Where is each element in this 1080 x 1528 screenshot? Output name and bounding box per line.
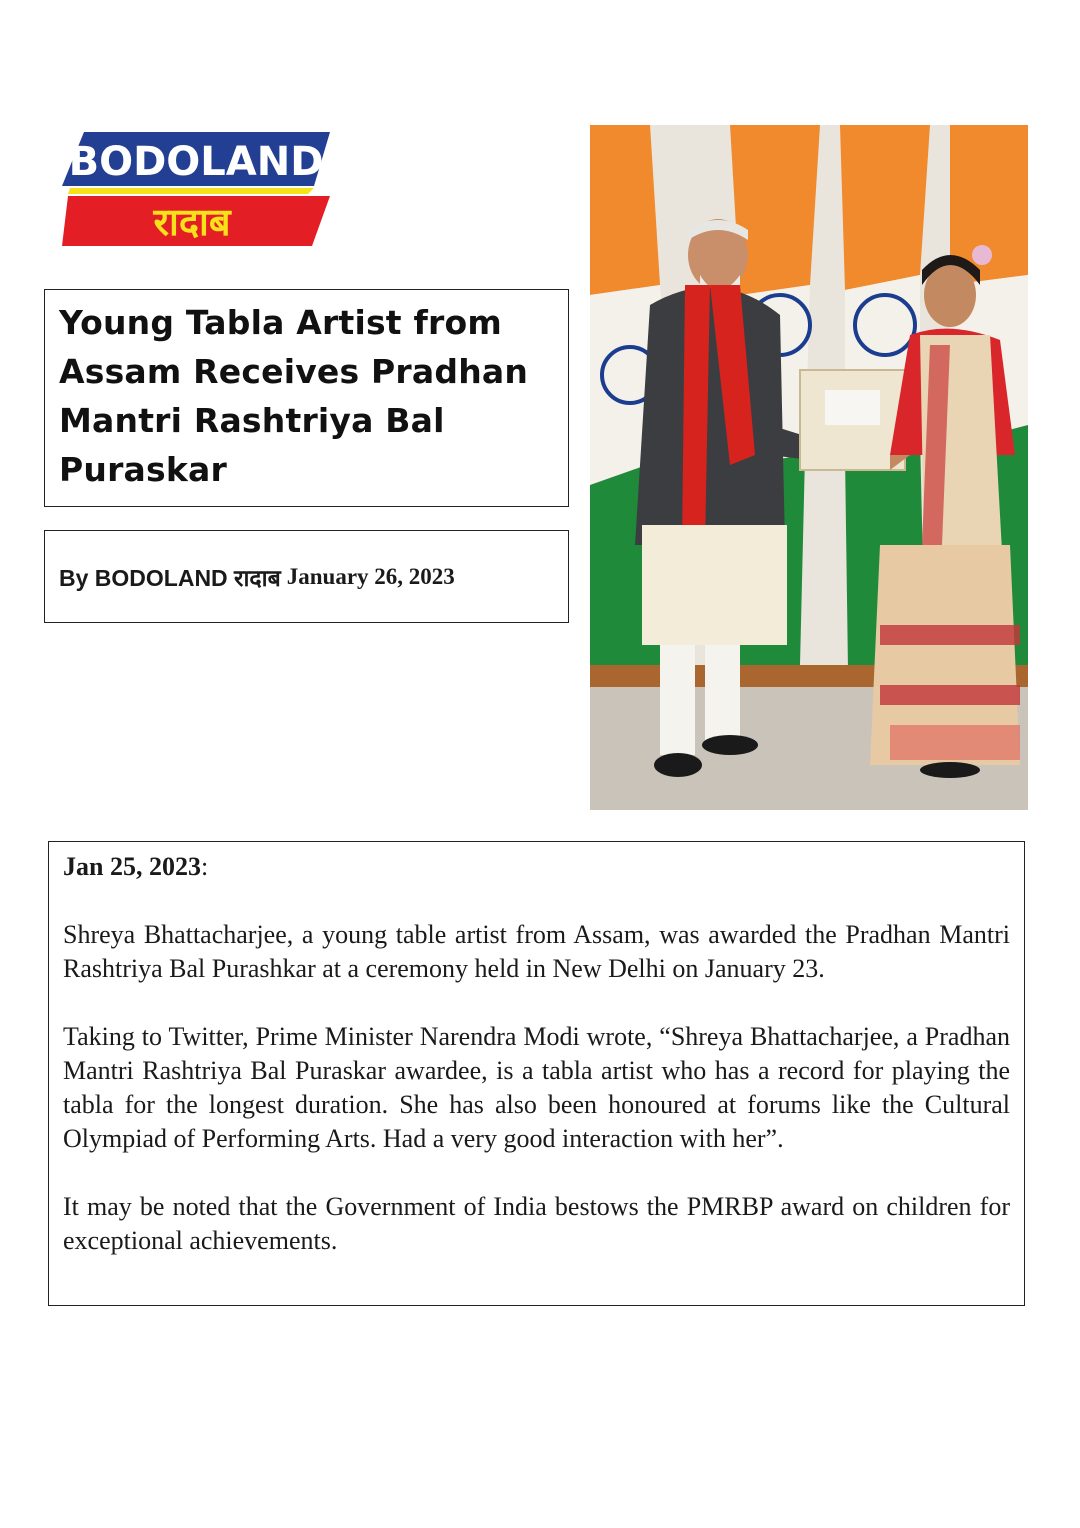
logo-graphic xyxy=(62,130,332,248)
award-ceremony-photo xyxy=(590,125,1028,810)
dateline-date: Jan 25, 2023 xyxy=(63,852,201,881)
article-paragraph: Shreya Bhattacharjee, a young table artist from Assam, was awarded the Pradhan Mantri Rashtriya Bal Purashkar at a ceremony held in New Delhi on January 23. xyxy=(63,920,1010,983)
bodoland-radab-logo xyxy=(62,130,332,248)
byline-date: January 26, 2023 xyxy=(286,563,455,589)
headline: Young Tabla Artist from Assam Receives Pradhan Mantri Rashtriya Bal Puraskar xyxy=(59,303,529,489)
logo-yellow-stripe xyxy=(68,188,314,194)
gift-package xyxy=(800,370,905,470)
article-dateline xyxy=(63,850,1010,884)
logo-bottom-text: रादाब xyxy=(153,200,231,244)
byline-box xyxy=(44,530,569,623)
photo-award-ceremony xyxy=(590,125,1028,810)
byline-author: By BODOLAND रादाब xyxy=(59,564,281,591)
article-paragraph: Taking to Twitter, Prime Minister Narendra Modi wrote, “Shreya Bhattacharjee, a Pradhan Mantri Rashtriya Bal Puraskar awardee, is a tabla artist who has a record for playing the tabla for the longest duration. She has also been honoured at forums like the Cultural Olympiad of Performing Arts. Had a very good interaction with her”. xyxy=(63,1022,1010,1153)
logo-top-text: BODOLAND xyxy=(68,139,324,185)
dateline-colon: : xyxy=(200,852,209,881)
article-paragraph: It may be noted that the Government of India bestows the PMRBP award on children for exceptional achievements. xyxy=(63,1192,1010,1255)
article-body xyxy=(48,841,1025,1306)
headline-box xyxy=(44,289,569,507)
